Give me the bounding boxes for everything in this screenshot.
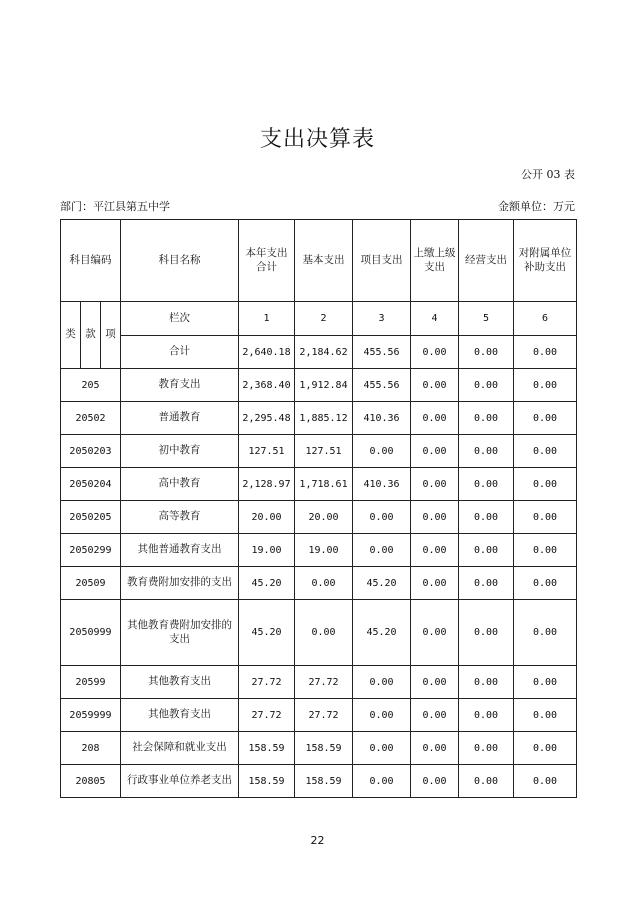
header-lei: 类 [61, 302, 81, 369]
amount-cell: 0.00 [411, 699, 459, 732]
subject-name: 其他教育费附加安排的 支出 [121, 600, 239, 666]
amount-cell: 0.00 [459, 534, 514, 567]
subject-code: 2050204 [61, 468, 121, 501]
subject-code: 208 [61, 732, 121, 765]
amount-cell: 19.00 [295, 534, 353, 567]
table-row [61, 765, 577, 798]
amount-cell: 0.00 [411, 567, 459, 600]
amount-cell: 0.00 [411, 765, 459, 798]
department-label: 部门：平江县第五中学 [60, 200, 170, 213]
amount-cell: 0.00 [411, 534, 459, 567]
amount-cell: 0.00 [514, 765, 577, 798]
amount-cell: 158.59 [239, 732, 295, 765]
amount-cell: 0.00 [353, 699, 411, 732]
subject-name: 教育费附加安排的支出 [121, 567, 239, 600]
column-number: 4 [411, 302, 459, 336]
amount-cell: 127.51 [239, 435, 295, 468]
amount-cell: 158.59 [239, 765, 295, 798]
header-kuan: 款 [81, 302, 101, 369]
amount-cell: 158.59 [295, 765, 353, 798]
amount-cell: 0.00 [353, 765, 411, 798]
amount-unit-label: 金额单位：万元 [498, 200, 575, 213]
amount-cell: 45.20 [353, 567, 411, 600]
table-row [61, 534, 577, 567]
header-name: 科目名称 [121, 220, 239, 302]
amount-cell: 0.00 [411, 666, 459, 699]
subject-code: 2050999 [61, 600, 121, 666]
subject-code: 20599 [61, 666, 121, 699]
amount-cell: 0.00 [459, 666, 514, 699]
amount-cell: 0.00 [459, 732, 514, 765]
subject-code: 2059999 [61, 699, 121, 732]
subject-name: 其他普通教育支出 [121, 534, 239, 567]
table-row [61, 600, 577, 666]
total-value: 2,640.18 [239, 336, 295, 369]
amount-cell: 2,368.40 [239, 369, 295, 402]
subject-code: 205 [61, 369, 121, 402]
subject-name: 初中教育 [121, 435, 239, 468]
amount-cell: 0.00 [411, 402, 459, 435]
page-title: 支出决算表 [259, 127, 375, 152]
amount-cell: 27.72 [295, 666, 353, 699]
amount-cell: 0.00 [295, 567, 353, 600]
table-row [61, 435, 577, 468]
amount-cell: 0.00 [514, 435, 577, 468]
amount-cell: 27.72 [239, 666, 295, 699]
column-number: 1 [239, 302, 295, 336]
amount-cell: 0.00 [514, 402, 577, 435]
amount-cell: 0.00 [459, 435, 514, 468]
amount-cell: 0.00 [514, 501, 577, 534]
amount-cell: 20.00 [239, 501, 295, 534]
total-value: 0.00 [459, 336, 514, 369]
subject-name: 社会保障和就业支出 [121, 732, 239, 765]
subject-name: 高中教育 [121, 468, 239, 501]
total-value: 455.56 [353, 336, 411, 369]
total-value: 2,184.62 [295, 336, 353, 369]
amount-cell: 0.00 [459, 468, 514, 501]
amount-cell: 0.00 [411, 369, 459, 402]
column-number-row [61, 302, 577, 336]
amount-cell: 19.00 [239, 534, 295, 567]
amount-cell: 0.00 [411, 468, 459, 501]
amount-cell: 1,885.12 [295, 402, 353, 435]
subject-name: 普通教育 [121, 402, 239, 435]
amount-cell: 0.00 [411, 600, 459, 666]
amount-cell: 0.00 [411, 732, 459, 765]
amount-cell: 0.00 [295, 600, 353, 666]
amount-cell: 0.00 [459, 402, 514, 435]
amount-cell: 0.00 [411, 501, 459, 534]
total-value: 0.00 [514, 336, 577, 369]
amount-cell: 2,295.48 [239, 402, 295, 435]
column-number: 5 [459, 302, 514, 336]
header-upper: 上缴上级 支出 [411, 220, 459, 302]
amount-cell: 0.00 [514, 600, 577, 666]
amount-cell: 0.00 [353, 732, 411, 765]
table-row [61, 369, 577, 402]
subject-code: 20805 [61, 765, 121, 798]
amount-cell: 0.00 [353, 435, 411, 468]
header-row [61, 220, 577, 302]
table-row [61, 402, 577, 435]
subject-name: 其他教育支出 [121, 699, 239, 732]
header-total: 本年支出 合计 [239, 220, 295, 302]
amount-cell: 455.56 [353, 369, 411, 402]
column-number: 2 [295, 302, 353, 336]
amount-cell: 0.00 [459, 369, 514, 402]
amount-cell: 0.00 [514, 666, 577, 699]
amount-cell: 0.00 [353, 534, 411, 567]
amount-cell: 0.00 [514, 732, 577, 765]
subject-code: 20509 [61, 567, 121, 600]
header-xiang: 项 [101, 302, 121, 369]
amount-cell: 0.00 [514, 699, 577, 732]
amount-cell: 0.00 [514, 369, 577, 402]
total-label: 合计 [121, 336, 239, 369]
table-row [61, 699, 577, 732]
subject-code: 20502 [61, 402, 121, 435]
subject-name: 行政事业单位养老支出 [121, 765, 239, 798]
header-operating: 经营支出 [459, 220, 514, 302]
total-value: 0.00 [411, 336, 459, 369]
column-number-label: 栏次 [121, 302, 239, 336]
total-row [61, 336, 577, 369]
amount-cell: 0.00 [459, 765, 514, 798]
amount-cell: 0.00 [459, 699, 514, 732]
amount-cell: 27.72 [239, 699, 295, 732]
column-number: 3 [353, 302, 411, 336]
table-row [61, 468, 577, 501]
amount-cell: 0.00 [411, 435, 459, 468]
amount-cell: 45.20 [239, 600, 295, 666]
amount-cell: 45.20 [353, 600, 411, 666]
header-basic: 基本支出 [295, 220, 353, 302]
amount-cell: 0.00 [514, 534, 577, 567]
subject-name: 教育支出 [121, 369, 239, 402]
table-row [61, 567, 577, 600]
subject-code: 2050203 [61, 435, 121, 468]
amount-cell: 0.00 [459, 501, 514, 534]
amount-cell: 1,718.61 [295, 468, 353, 501]
amount-cell: 158.59 [295, 732, 353, 765]
amount-cell: 127.51 [295, 435, 353, 468]
amount-cell: 0.00 [353, 501, 411, 534]
table-row [61, 501, 577, 534]
form-number: 公开 03 表 [521, 168, 575, 181]
amount-cell: 2,128.97 [239, 468, 295, 501]
amount-cell: 0.00 [459, 600, 514, 666]
amount-cell: 0.00 [514, 468, 577, 501]
subject-code: 2050299 [61, 534, 121, 567]
amount-cell: 0.00 [353, 666, 411, 699]
header-code: 科目编码 [61, 220, 121, 302]
amount-cell: 27.72 [295, 699, 353, 732]
column-number: 6 [514, 302, 577, 336]
subject-name: 其他教育支出 [121, 666, 239, 699]
amount-cell: 0.00 [459, 567, 514, 600]
amount-cell: 410.36 [353, 402, 411, 435]
amount-cell: 410.36 [353, 468, 411, 501]
header-project: 项目支出 [353, 220, 411, 302]
page-number: 22 [310, 834, 325, 847]
expenditure-table [60, 219, 577, 798]
amount-cell: 45.20 [239, 567, 295, 600]
header-subsidy: 对附属单位 补助支出 [514, 220, 577, 302]
subject-name: 高等教育 [121, 501, 239, 534]
subject-code: 2050205 [61, 501, 121, 534]
amount-cell: 20.00 [295, 501, 353, 534]
amount-cell: 1,912.84 [295, 369, 353, 402]
table-row [61, 666, 577, 699]
table-row [61, 732, 577, 765]
amount-cell: 0.00 [514, 567, 577, 600]
